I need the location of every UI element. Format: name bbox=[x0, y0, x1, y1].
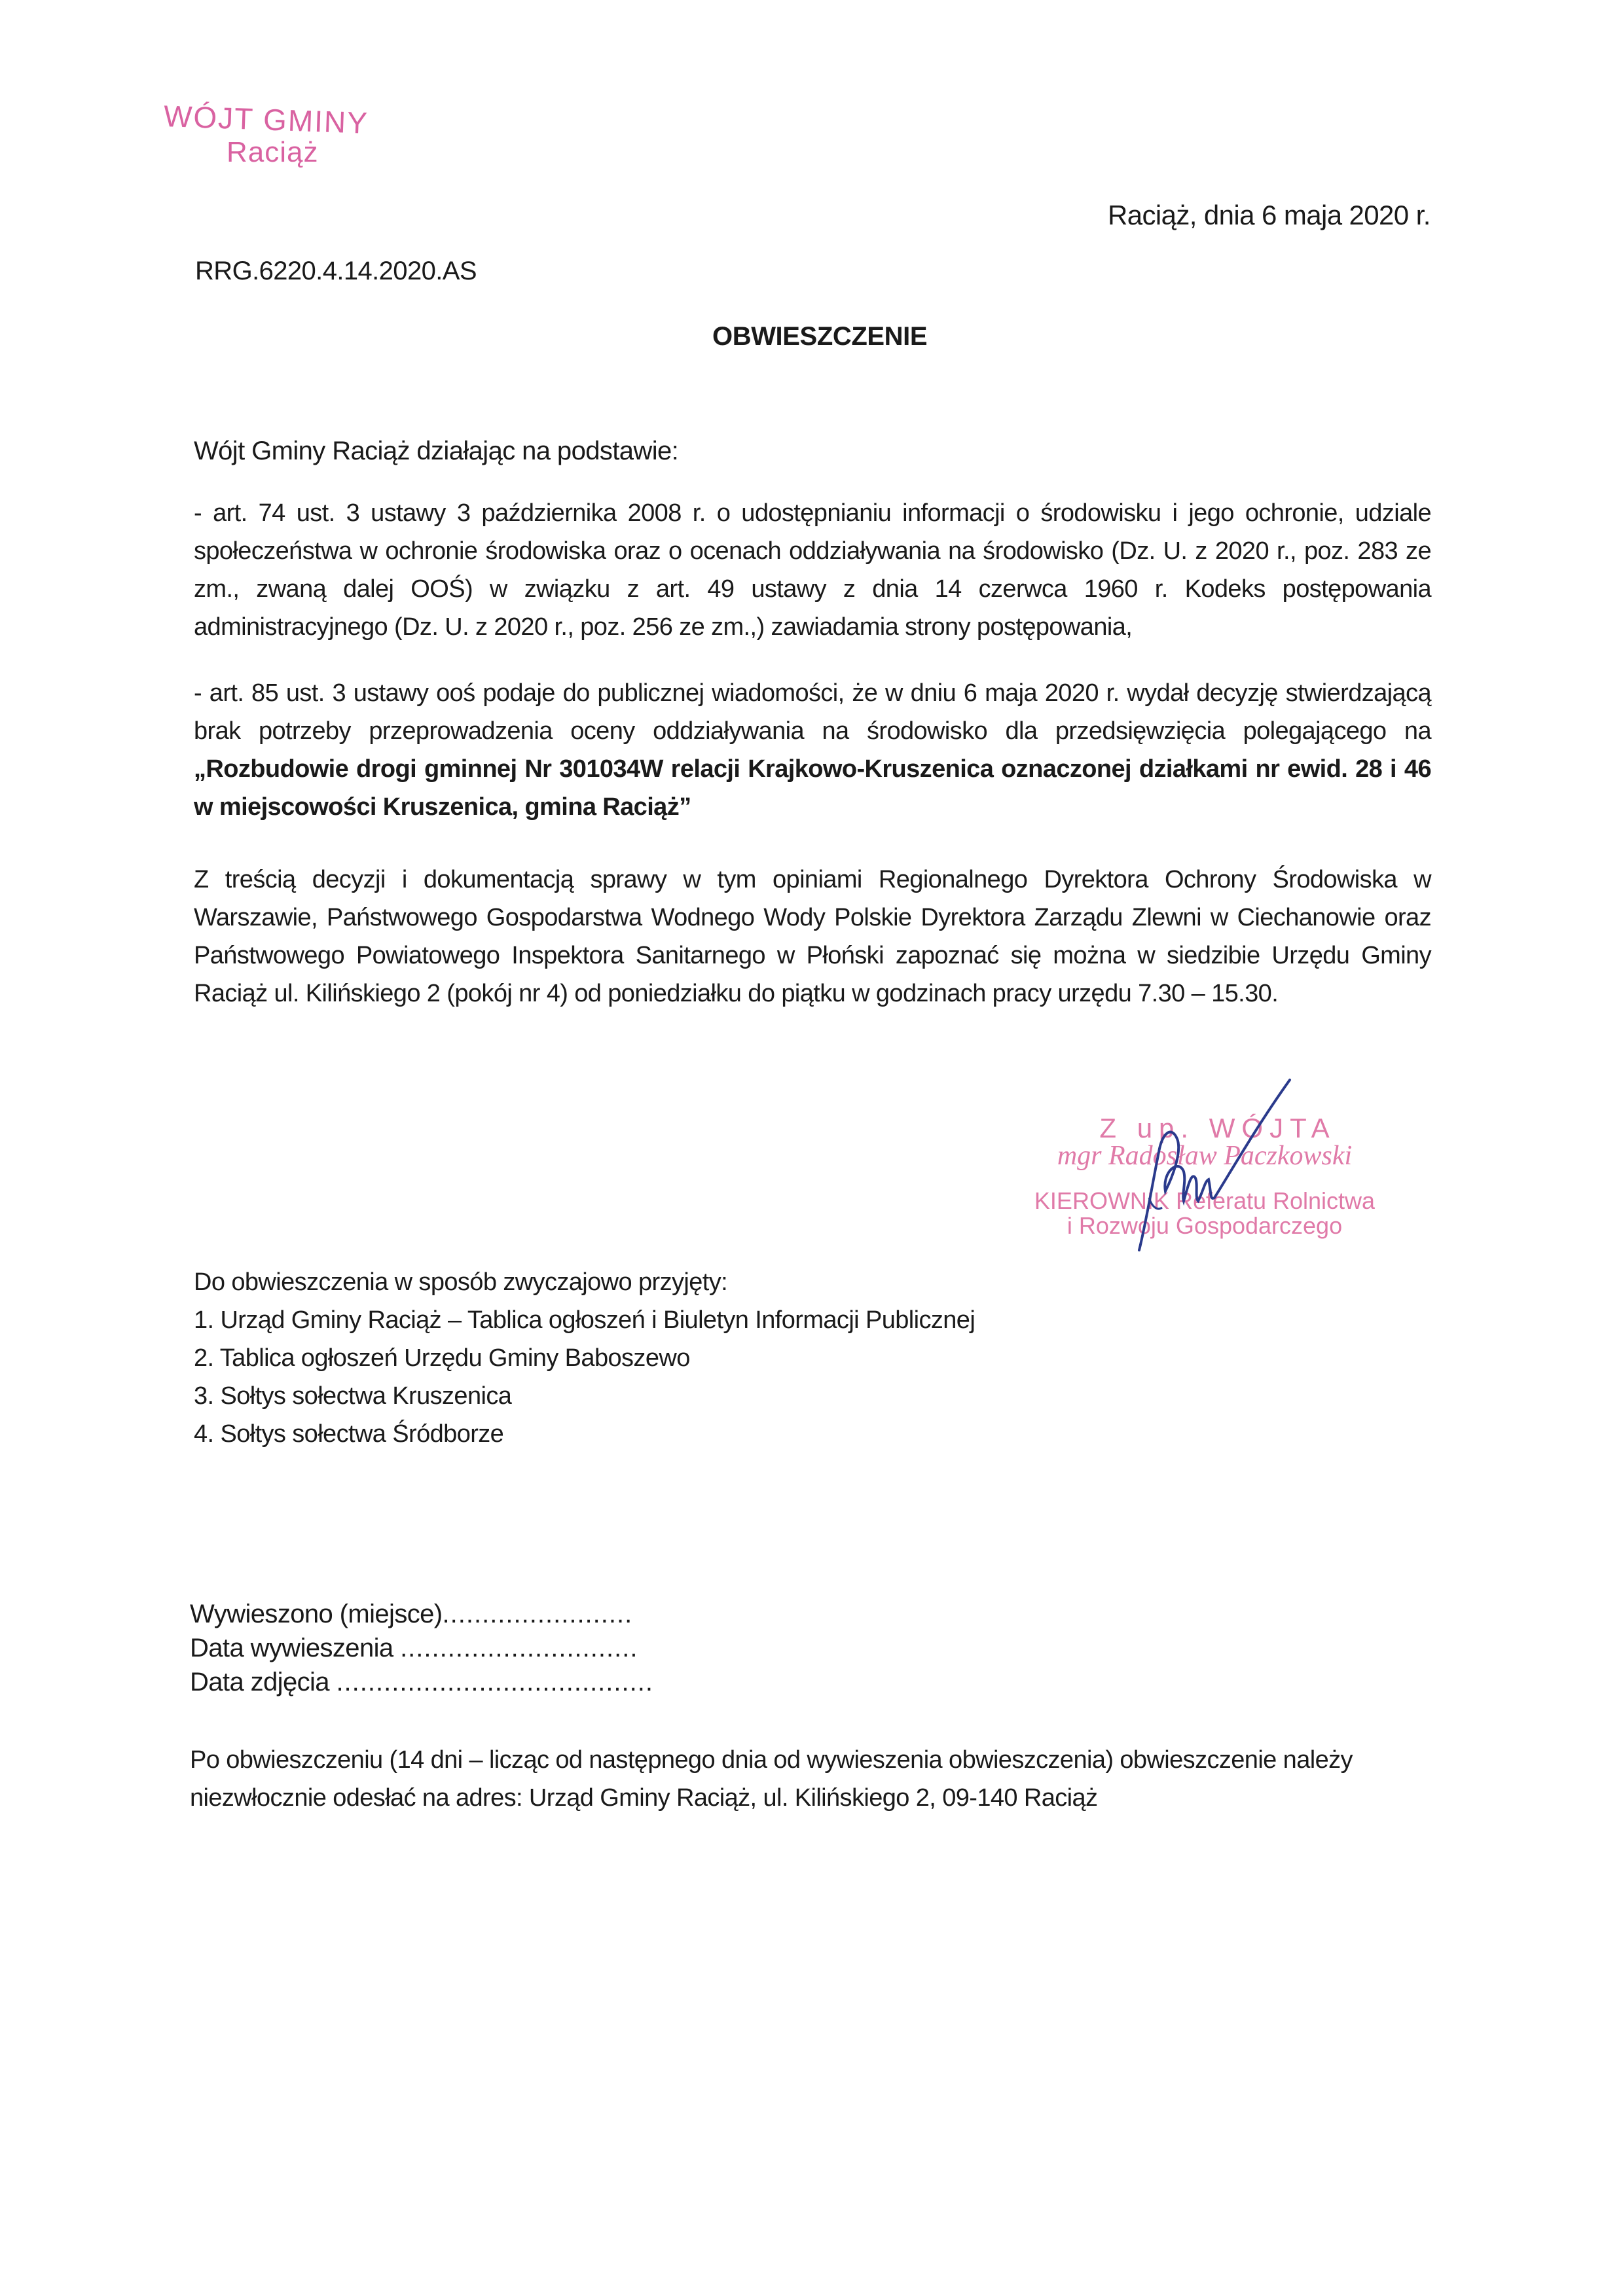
final-note: Po obwieszczeniu (14 dni – licząc od następnego dnia od wywieszenia obwieszczenia) obwieszczenie należy niezwłocznie odesłać na adres: Urząd Gminy Raciąż, ul. Kilińskiego 2, 09-140 Raciąż bbox=[190, 1746, 1353, 1812]
removal-date-field: ........................................ bbox=[336, 1668, 653, 1696]
posting-form bbox=[190, 1597, 653, 1699]
signature-stamp-position: KIEROWNIK Referatu Rolnictwa bbox=[1034, 1187, 1376, 1214]
paragraph-art85 bbox=[194, 674, 1431, 826]
posting-place-row bbox=[190, 1597, 653, 1631]
distribution-item: 3. Sołtys sołectwa Kruszenica bbox=[194, 1382, 512, 1410]
distribution-heading: Do obwieszczenia w sposób zwyczajowo przyjęty: bbox=[194, 1268, 728, 1296]
signature-stamp-department: i Rozwoju Gospodarczego bbox=[1067, 1212, 1343, 1239]
posting-date-label: Data wywieszenia bbox=[190, 1634, 393, 1662]
posting-date-field: .............................. bbox=[400, 1634, 638, 1662]
posting-date-row bbox=[190, 1631, 653, 1665]
intro-line: Wójt Gminy Raciąż działając na podstawie: bbox=[194, 437, 679, 465]
office-stamp bbox=[164, 98, 369, 169]
distribution-item: 1. Urząd Gminy Raciąż – Tablica ogłoszeń i Biuletyn Informacji Publicznej bbox=[194, 1306, 976, 1334]
date-line: Raciąż, dnia 6 maja 2020 r. bbox=[1108, 200, 1431, 230]
project-name: „Rozbudowie drogi gminnej Nr 301034W relacji Krajkowo-Kruszenica oznaczonej działkami nr ewid. 28 i 46 w miejscowości Kruszenica, gmina Raciąż” bbox=[194, 755, 1431, 821]
reference-number: RRG.6220.4.14.2020.AS bbox=[195, 257, 477, 285]
stamp-line-2: Raciąż bbox=[227, 136, 319, 168]
posting-place-field: ........................ bbox=[442, 1600, 633, 1628]
removal-date-row bbox=[190, 1665, 653, 1699]
art85-text: - art. 85 ust. 3 ustawy ooś podaje do publicznej wiadomości, że w dniu 6 maja 2020 r. wydał decyzję stwierdzającą brak potrzeby przeprowadzenia oceny oddziaływania na środowisko dla przedsięwzięcia polegającego na bbox=[194, 679, 1431, 745]
paragraph-documentation: Z treścią decyzji i dokumentacją sprawy w tym opiniami Regionalnego Dyrektora Ochrony Środowiska w Warszawie, Państwowego Gospodarstwa Wodnego Wody Polskie Dyrektora Zarządu Zlewni w Ciechanowie oraz Państwowego Powiatowego Inspektora Sanitarnego w Płoński zapoznać się można w siedzibie Urzędu Gminy Raciąż ul. Kilińskiego 2 (pokój nr 4) od poniedziałku do piątku w godzinach pracy urzędu 7.30 – 15.30. bbox=[194, 866, 1431, 1007]
posting-place-label: Wywieszono (miejsce) bbox=[190, 1600, 443, 1628]
paragraph-art74: - art. 74 ust. 3 ustawy 3 października 2008 r. o udostępnianiu informacji o środowisku i jego ochronie, udziale społeczeństwa w ochronie środowiska oraz o ocenach oddziaływania na środowisko (Dz. U. z 2020 r., poz. 283 ze zm., zwaną dalej OOŚ) w związku z art. 49 ustawy z dnia 14 czerwca 1960 r. Kodeks postępowania administracyjnego (Dz. U. z 2020 r., poz. 256 ze zm.,) zawiadamia strony postępowania, bbox=[194, 499, 1431, 641]
distribution-item: 2. Tablica ogłoszeń Urzędu Gminy Baboszewo bbox=[194, 1344, 690, 1372]
signature-stamp-line-1: Z up. WÓJTA bbox=[1099, 1113, 1336, 1143]
signature-stamp-name: mgr Radosław Paczkowski bbox=[1057, 1141, 1353, 1171]
distribution-list bbox=[194, 1263, 975, 1453]
signature-stamp bbox=[1021, 1113, 1388, 1240]
removal-date-label: Data zdjęcia bbox=[190, 1668, 329, 1696]
document-title: OBWIESZCZENIE bbox=[712, 322, 928, 351]
distribution-item: 4. Sołtys sołectwa Śródborze bbox=[194, 1420, 504, 1448]
stamp-line-1: WÓJT GMINY bbox=[163, 99, 369, 140]
handwritten-signature-icon bbox=[1100, 1067, 1309, 1263]
